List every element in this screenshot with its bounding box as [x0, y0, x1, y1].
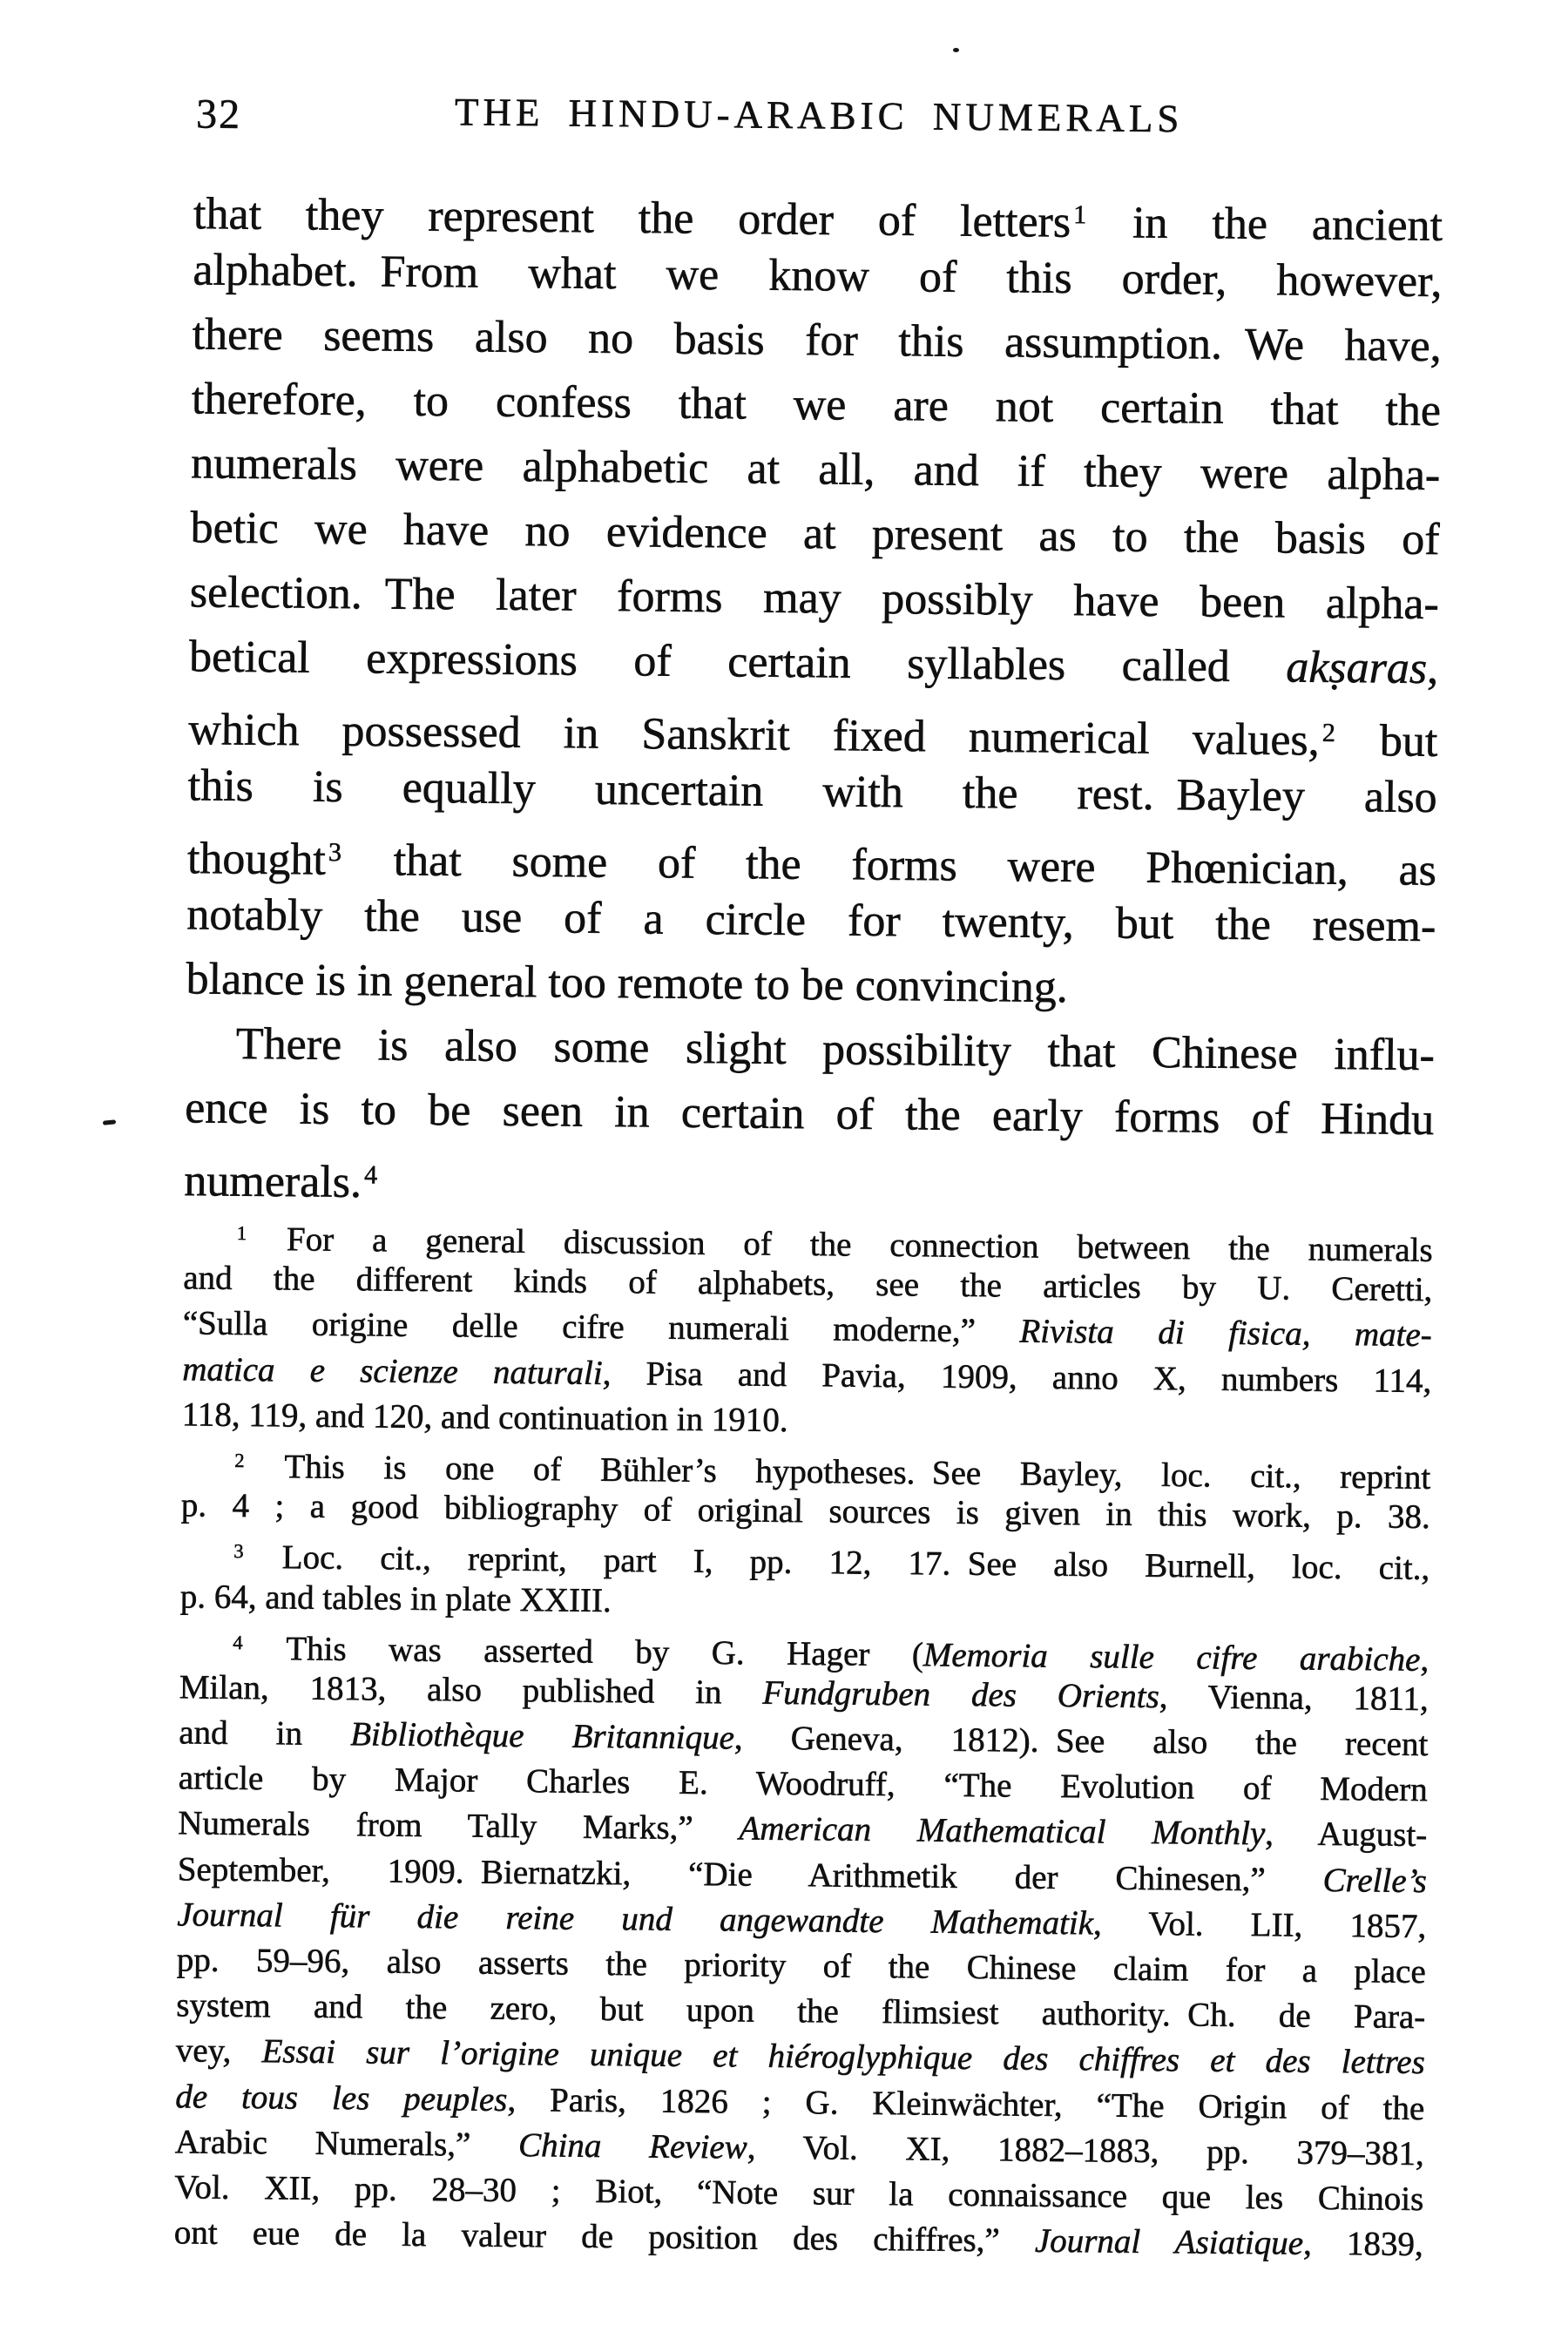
- text-segment: There is also some slight possibility that Chinese influ-: [235, 1018, 1436, 1081]
- text-segment: therefore, to confess that we are not certain that the: [191, 374, 1442, 436]
- text-line: [190, 560, 1440, 637]
- text-segment: Journal für die reine und angewandte Mathematik: [177, 1896, 1094, 1943]
- text-segment: , 1839,: [1302, 2224, 1423, 2264]
- text-line: [185, 1076, 1435, 1152]
- text-line: [192, 367, 1442, 443]
- text-line: [192, 302, 1442, 379]
- text-segment: akṣaras: [1286, 642, 1428, 694]
- text-segment: September, 1909. Biernatzki, “Die Arithmetik der Chinesen,”: [177, 1849, 1323, 1899]
- text-segment: Numerals from Tally Marks,”: [178, 1804, 740, 1848]
- page-number: 32: [195, 91, 242, 138]
- page-header: [194, 86, 1444, 154]
- text-segment: numerals.: [184, 1156, 362, 1208]
- text-segment: Arabic Numerals,”: [174, 2123, 519, 2164]
- text-segment: matica e scienze naturali: [182, 1349, 603, 1392]
- text-line: [186, 947, 1436, 1024]
- text-segment: China Review: [517, 2126, 747, 2166]
- text-segment: that they represent the order of letters: [193, 189, 1071, 247]
- text-segment: ,: [1420, 1640, 1429, 1679]
- text-line: [187, 754, 1437, 830]
- text-segment: and in: [179, 1713, 351, 1754]
- text-segment: in the ancient: [1087, 197, 1443, 251]
- text-segment: Rivista di fisica, mate-: [1019, 1312, 1433, 1355]
- text-segment: Milan, 1813, also published in: [179, 1668, 763, 1712]
- footnote-marker: 2: [234, 1449, 245, 1472]
- text-segment: there seems also no basis for this assumption. We have,: [192, 309, 1442, 372]
- text-segment: This is one of Bühler’s hypotheses. See Bayley, loc. cit., reprint: [246, 1447, 1431, 1497]
- footnote-marker: 4: [233, 1631, 243, 1653]
- text-segment: p. 64, and tables in plate XXIII.: [179, 1577, 612, 1619]
- text-segment: This was asserted by G. Hager (: [244, 1629, 924, 1673]
- text-segment: Crelle’s: [1322, 1861, 1427, 1900]
- text-segment: de tous les peuples: [175, 2077, 508, 2119]
- text-segment: Fundgruben des Orients: [762, 1673, 1159, 1716]
- text-segment: ont eue de la valeur de position des chiffres,”: [173, 2213, 1036, 2260]
- footnote: [182, 1210, 1433, 1450]
- text-segment: pp. 59–96, also asserts the priority of the Chinese claim for a place: [176, 1941, 1426, 1991]
- text-segment: betical expressions of certain syllables called: [188, 632, 1287, 693]
- scan-artifact-dot: [953, 48, 959, 52]
- text-segment: but: [1336, 715, 1438, 767]
- footnote-marker: 4: [363, 1159, 378, 1190]
- text-line: [193, 173, 1443, 250]
- footnote-marker: 3: [328, 836, 342, 868]
- text-segment: selection. The later forms may possibly have been alpha-: [189, 567, 1440, 630]
- text-segment: , Vol. XI, 1882–1883, pp. 379–381,: [747, 2128, 1424, 2173]
- text-segment: vey,: [175, 2031, 262, 2071]
- body-text: [184, 173, 1443, 1217]
- text-segment: , Vienna, 1811,: [1159, 1678, 1429, 1719]
- text-segment: notably the use of a circle for twenty, but the resem-: [186, 889, 1436, 952]
- text-segment: , Geneva, 1812). See also the recent: [733, 1719, 1429, 1764]
- text-segment: blance is in general too remote to be convincing.: [186, 954, 1069, 1013]
- text-segment: thought: [186, 834, 327, 885]
- text-line: [188, 689, 1438, 766]
- text-line: [191, 431, 1441, 508]
- text-segment: , August-: [1265, 1815, 1428, 1855]
- text-segment: Journal Asiatique: [1034, 2221, 1304, 2262]
- text-segment: this is equally uncertain with the rest. Bayley also: [187, 760, 1437, 823]
- footnote-marker: 3: [233, 1540, 244, 1563]
- text-line: [186, 1011, 1436, 1088]
- text-segment: “Sulla origine delle cifre numerali moderne,”: [182, 1304, 1020, 1350]
- text-segment: numerals were alphabetic at all, and if they were alpha-: [191, 438, 1441, 501]
- text-segment: article by Major Charles E. Woodruff, “The Evolution of Modern: [178, 1759, 1428, 1809]
- text-line: [193, 238, 1443, 314]
- text-segment: Bibliothèque Britannique: [350, 1715, 735, 1757]
- footnote: [180, 1529, 1430, 1632]
- text-segment: Loc. cit., reprint, part I, pp. 12, 17. See also Burnell, loc. cit.,: [245, 1538, 1430, 1588]
- text-segment: Vol. XII, pp. 28–30 ; Biot, “Note sur la connaissance que les Chinois: [174, 2168, 1424, 2219]
- text-line: [187, 818, 1437, 895]
- text-line: [190, 496, 1440, 572]
- text-segment: Essai sur l’origine unique et hiéroglyphique des chiffres et des lettres: [261, 2032, 1426, 2082]
- text-segment: American Mathematical Monthly: [739, 1809, 1266, 1853]
- footnote-marker: 1: [236, 1221, 247, 1245]
- footnote: [174, 1619, 1429, 2268]
- footnote: [181, 1437, 1431, 1540]
- text-line: [184, 1140, 1434, 1217]
- text-segment: p. 4 ; a good bibliography of original sources is given in this work, p. 38.: [180, 1486, 1430, 1537]
- footnotes: [174, 1210, 1433, 2268]
- text-segment: alphabet. From what we know of this order, however,: [193, 245, 1443, 308]
- footnote-marker: 2: [1321, 717, 1336, 748]
- text-segment: ence is to be seen in certain of the early forms of Hindu: [184, 1083, 1435, 1146]
- text-line: [186, 882, 1436, 959]
- paragraph: [184, 1011, 1435, 1217]
- text-segment: , Vol. LII, 1857,: [1092, 1904, 1427, 1945]
- text-segment: which possessed in Sanskrit fixed numerical values,: [188, 705, 1320, 766]
- text-segment: system and the zero, but upon the flimsiest authority. Ch. de Para-: [176, 1986, 1426, 2037]
- text-line: [189, 625, 1439, 701]
- text-segment: 118, 119, and 120, and continuation in 1910.: [181, 1396, 788, 1439]
- text-segment: that some of the forms were Phœnician, as: [342, 835, 1437, 896]
- running-title: THE HINDU-ARABIC NUMERALS: [454, 90, 1184, 141]
- text-segment: , Paris, 1826 ; G. Kleinwächter, “The Origin of the: [507, 2080, 1425, 2127]
- text-segment: Memoria sulle cifre arabiche: [923, 1636, 1421, 1679]
- paragraph: [186, 173, 1443, 1024]
- footnote-marker: 1: [1073, 199, 1087, 230]
- text-segment: ,: [1426, 644, 1439, 694]
- text-segment: For a general discussion of the connection between the numerals: [247, 1220, 1433, 1269]
- text-segment: and the different kinds of alphabets, see the articles by U. Ceretti,: [183, 1259, 1433, 1309]
- text-segment: , Pisa and Pavia, 1909, anno X, numbers 114,: [602, 1354, 1432, 1400]
- text-segment: betic we have no evidence at present as to the basis of: [190, 503, 1440, 565]
